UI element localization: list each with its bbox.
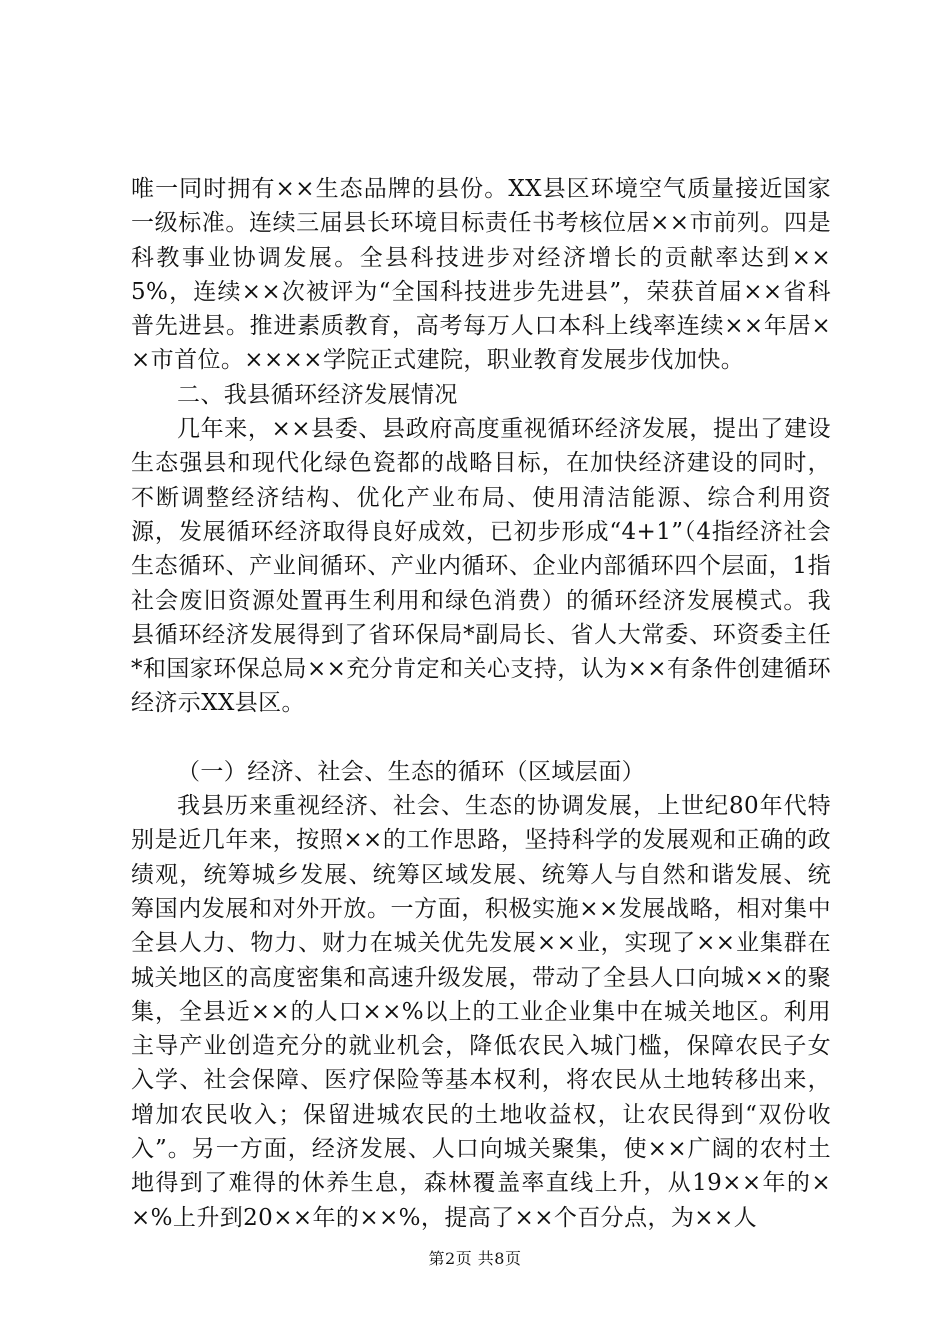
page-footer: 第2页 共8页	[428, 1249, 522, 1268]
paragraph-circular-economy: 几年来，××县委、县政府高度重视循环经济发展，提出了建设生态强县和现代化绿色瓷都的战略目标，在加快经济建设的同时，不断调整经济结构、优化产业布局、使用清洁能源、综合利用资源，发展循环经济取得良好成效，已初步形成“4+1”（4指经济社会生态循环、产业间循环、产业内循环、企业内部循环四个层面，1指社会废旧资源处置再生利用和绿色消费）的循环经济发展模式。我县循环经济发展得到了省环保局*副局长、省人大常委、环资委主任*和国家环保总局××充分肯定和关心支持，认为××有条件创建循环经济示XX县区。	[131, 416, 831, 717]
section-heading: 二、我县循环经济发展情况	[177, 381, 458, 408]
paragraph-gap	[131, 721, 831, 755]
paragraph-continued: 唯一同时拥有××生态品牌的县份。XX县区环境空气质量接近国家一级标准。连续三届县长环境目标责任书考核位居××市前列。四是科教事业协调发展。全县科技进步对经济增长的贡献率达到××5%，连续××次被评为“全国科技进步先进县”，荣获首届××省科普先进县。推进素质教育，高考每万人口本科上线率连续××年居××市首位。××××学院正式建院，职业教育发展步伐加快。	[131, 176, 831, 374]
document-body	[131, 172, 831, 1235]
paragraph-regional-level: 我县历来重视经济、社会、生态的协调发展，上世纪80年代特别是近几年来，按照××的工作思路，坚持科学的发展观和正确的政绩观，统筹城乡发展、统筹区域发展、统筹人与自然和谐发展、统筹国内发展和对外开放。一方面，积极实施××发展战略，相对集中全县人力、物力、财力在城关优先发展××业，实现了××业集群在城关地区的高度密集和高速升级发展，带动了全县人口向城××的聚集，全县近××的人口××%以上的工业企业集中在城关地区。利用主导产业创造充分的就业机会，降低农民入城门槛，保障农民子女入学、社会保障、医疗保险等基本权利，将农民从土地转移出来，增加农民收入；保留进城农民的土地收益权，让农民得到“双份收入”。另一方面，经济发展、人口向城关聚集，使××广阔的农村土地得到了难得的休养生息，森林覆盖率直线上升，从19××年的××%上升到20××年的××%，提高了××个百分点，为××人	[131, 793, 831, 1231]
subsection-heading: （一）经济、社会、生态的循环（区域层面）	[177, 758, 645, 785]
